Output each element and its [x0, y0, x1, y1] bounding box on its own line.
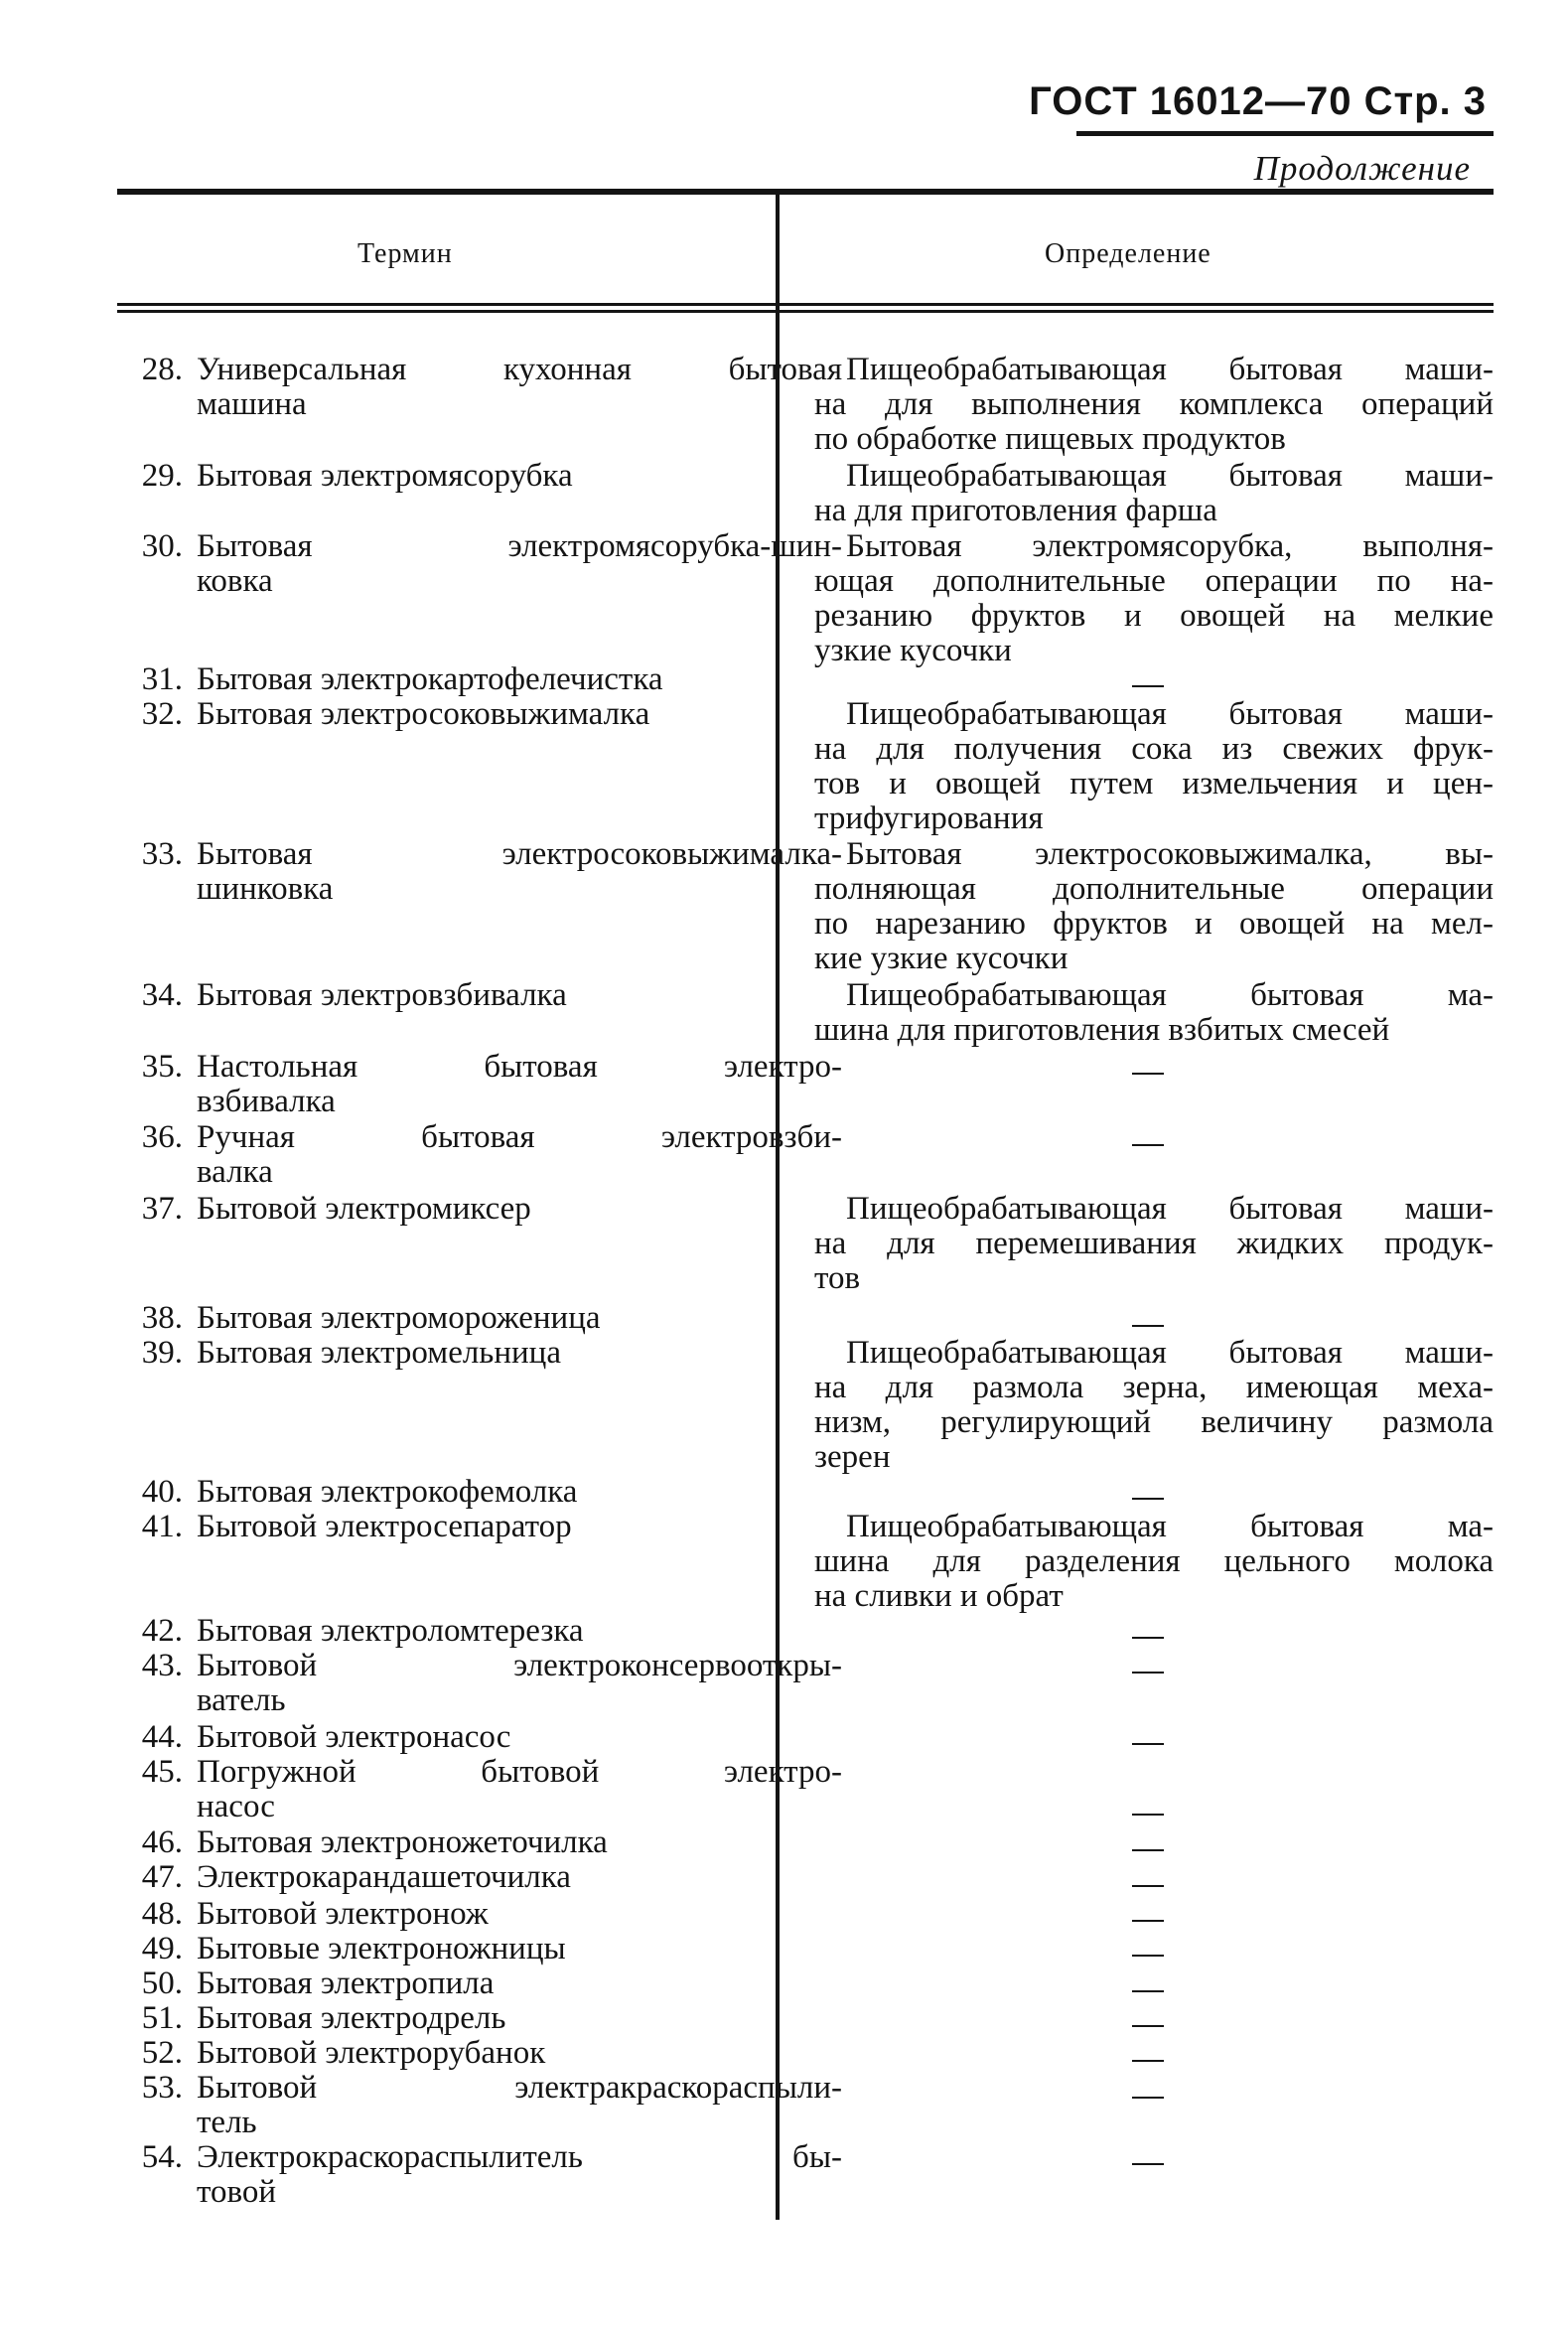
term-number: 43.	[141, 1648, 183, 1683]
definition-entry	[814, 978, 1494, 1048]
term-number: 52.	[141, 2035, 183, 2071]
term-entry	[117, 1825, 792, 1860]
term-number: 51.	[141, 2000, 183, 2036]
term-entry	[117, 528, 842, 599]
term-entry	[117, 1119, 842, 1190]
definition-text-line: зерен	[814, 1439, 891, 1475]
definition-text-line: полняющая дополнительные операции	[814, 871, 1494, 907]
term-text-line: Бытовой электракраскораспыли-	[197, 2070, 842, 2106]
table-top-rule	[117, 189, 1494, 195]
definition-dash	[1132, 1849, 1164, 1851]
term-number: 28.	[141, 352, 183, 387]
term-number: 32.	[141, 696, 183, 732]
term-number: 34.	[141, 977, 183, 1013]
term-text-line: Бытовой электронож	[197, 1896, 489, 1932]
definition-text-line: тов	[814, 1260, 861, 1296]
term-number: 50.	[141, 1966, 183, 2001]
definition-text-line: шина для приготовления взбитых смесей	[814, 1012, 1390, 1048]
term-entry	[117, 836, 842, 907]
definition-dash	[1132, 2097, 1164, 2099]
definition-dash	[1132, 1814, 1164, 1816]
continuation-label: Продолжение	[1253, 149, 1471, 188]
term-number: 38.	[141, 1300, 183, 1336]
term-entry	[117, 1336, 792, 1371]
term-entry	[117, 2139, 842, 2210]
definition-dash	[1132, 2025, 1164, 2027]
definition-text-line: трифугирования	[814, 801, 1044, 836]
term-entry	[117, 1614, 792, 1649]
term-entry	[117, 697, 792, 732]
definition-entry	[814, 1510, 1494, 1614]
term-text-line: Бытовая электромороженица	[197, 1300, 601, 1336]
definition-dash	[1132, 1144, 1164, 1146]
definition-text-line: Пищеобрабатывающая бытовая маши-	[846, 1335, 1494, 1371]
term-number: 35.	[141, 1049, 183, 1085]
term-text-line: Бытовой электронасос	[197, 1719, 511, 1755]
term-number: 40.	[141, 1474, 183, 1510]
term-text-line: Бытовая электромясорубка	[197, 458, 573, 494]
term-entry	[117, 1049, 842, 1119]
term-text-line: Бытовой электроконсервооткры-	[197, 1648, 842, 1683]
term-text-line: ватель	[197, 1682, 286, 1718]
definition-text-line: по нарезанию фруктов и овощей на мел-	[814, 906, 1494, 942]
column-header-definition: Определение	[1045, 238, 1212, 269]
term-number: 37.	[141, 1191, 183, 1227]
term-text-line: Бытовая электросоковыжималка-	[197, 836, 842, 872]
term-number: 39.	[141, 1335, 183, 1371]
term-number: 49.	[141, 1931, 183, 1966]
definition-dash	[1132, 2060, 1164, 2062]
term-text-line: товой	[197, 2174, 277, 2210]
definition-entry	[814, 837, 1494, 976]
definition-text-line: на для получения сока из свежих фрук-	[814, 731, 1494, 767]
definition-text-line: низм, регулирующий величину размола	[814, 1404, 1494, 1440]
term-entry	[117, 459, 792, 494]
term-entry	[117, 1932, 792, 1966]
definition-text-line: на сливки и обрат	[814, 1578, 1064, 1614]
definition-dash	[1132, 1955, 1164, 1957]
term-entry	[117, 1897, 792, 1932]
definition-text-line: на для выполнения комплекса операций	[814, 386, 1494, 422]
term-entry	[117, 1301, 792, 1336]
term-entry	[117, 1860, 792, 1895]
term-text-line: машина	[197, 386, 307, 422]
term-entry	[117, 352, 842, 422]
term-text-line: тель	[197, 2105, 257, 2140]
term-entry	[117, 1475, 792, 1510]
definition-text-line: Пищеобрабатывающая бытовая маши-	[846, 1191, 1494, 1227]
definition-dash	[1132, 1325, 1164, 1327]
term-number: 33.	[141, 836, 183, 872]
definition-entry	[814, 1192, 1494, 1296]
term-text-line: валка	[197, 1154, 273, 1190]
term-text-line: Бытовой электромиксер	[197, 1191, 531, 1227]
definition-text-line: на для перемешивания жидких продук-	[814, 1226, 1494, 1261]
definition-entry	[814, 1336, 1494, 1475]
definition-dash	[1132, 1073, 1164, 1075]
term-entry	[117, 1720, 792, 1755]
term-number: 29.	[141, 458, 183, 494]
term-text-line: Бытовая электропила	[197, 1966, 495, 2001]
term-number: 45.	[141, 1754, 183, 1790]
definition-text-line: по обработке пищевых продуктов	[814, 421, 1286, 457]
term-entry	[117, 1754, 842, 1824]
term-entry	[117, 1966, 792, 2001]
term-text-line: Бытовая электромясорубка-шин-	[197, 528, 842, 564]
term-entry	[117, 2036, 792, 2071]
term-text-line: Электрокарандашеточилка	[197, 1859, 571, 1895]
definition-dash	[1132, 1990, 1164, 1992]
term-text-line: Электрокраскораспылитель бы-	[197, 2139, 842, 2175]
term-text-line: Бытовой электросепаратор	[197, 1509, 572, 1544]
term-text-line: шинковка	[197, 871, 334, 907]
term-entry	[117, 978, 792, 1013]
definition-dash	[1132, 1672, 1164, 1674]
term-entry	[117, 662, 792, 697]
definition-entry	[814, 529, 1494, 668]
definition-text-line: на для размола зерна, имеющая меха-	[814, 1370, 1494, 1405]
table-header-rule-2	[117, 310, 1494, 313]
term-text-line: Бытовая электроножеточилка	[197, 1824, 608, 1860]
definition-dash	[1132, 1637, 1164, 1639]
term-number: 53.	[141, 2070, 183, 2106]
term-text-line: Бытовая электромельница	[197, 1335, 561, 1371]
term-number: 30.	[141, 528, 183, 564]
definition-text-line: тов и овощей путем измельчения и цен-	[814, 766, 1494, 801]
definition-entry	[814, 697, 1494, 836]
term-number: 48.	[141, 1896, 183, 1932]
definition-text-line: Пищеобрабатывающая бытовая ма-	[846, 977, 1494, 1013]
term-text-line: Настольная бытовая электро-	[197, 1049, 842, 1085]
header-underline	[1076, 131, 1494, 136]
definition-dash	[1132, 685, 1164, 687]
term-number: 44.	[141, 1719, 183, 1755]
term-entry	[117, 1192, 792, 1227]
term-text-line: Погружной бытовой электро-	[197, 1754, 842, 1790]
term-text-line: Бытовой электрорубанок	[197, 2035, 546, 2071]
definition-text-line: Бытовая электромясорубка, выполня-	[846, 528, 1494, 564]
definition-text-line: резанию фруктов и овощей на мелкие	[814, 598, 1494, 634]
term-text-line: Универсальная кухонная бытовая	[197, 352, 842, 387]
table-header-rule-1	[117, 303, 1494, 306]
definition-text-line: узкие кусочки	[814, 633, 1012, 668]
term-number: 36.	[141, 1119, 183, 1155]
definition-dash	[1132, 1920, 1164, 1922]
definition-dash	[1132, 1498, 1164, 1500]
definition-text-line: шина для разделения цельного молока	[814, 1543, 1494, 1579]
definition-text-line: Пищеобрабатывающая бытовая маши-	[846, 352, 1494, 387]
definition-dash	[1132, 2163, 1164, 2165]
term-number: 47.	[141, 1859, 183, 1895]
definition-entry	[814, 459, 1494, 528]
term-text-line: Бытовая электродрель	[197, 2000, 506, 2036]
term-text-line: Бытовая электросоковыжималка	[197, 696, 650, 732]
term-text-line: ковка	[197, 563, 273, 599]
term-number: 54.	[141, 2139, 183, 2175]
definition-text-line: кие узкие кусочки	[814, 941, 1069, 976]
term-number: 46.	[141, 1824, 183, 1860]
term-entry	[117, 2001, 792, 2036]
term-entry	[117, 2070, 842, 2140]
term-text-line: Бытовые электроножницы	[197, 1931, 566, 1966]
document-reference: ГОСТ 16012—70 Стр. 3	[1029, 79, 1487, 123]
term-text-line: Ручная бытовая электровзби-	[197, 1119, 842, 1155]
definition-text-line: ющая дополнительные операции по на-	[814, 563, 1494, 599]
term-entry	[117, 1648, 842, 1718]
term-entry	[117, 1510, 792, 1544]
definition-text-line: на для приготовления фарша	[814, 493, 1217, 528]
term-text-line: насос	[197, 1789, 275, 1824]
column-header-term: Термин	[357, 238, 453, 269]
definition-text-line: Пищеобрабатывающая бытовая маши-	[846, 458, 1494, 494]
term-text-line: Бытовая электрокофемолка	[197, 1474, 578, 1510]
term-text-line: взбивалка	[197, 1084, 336, 1119]
definition-dash	[1132, 1885, 1164, 1887]
term-number: 41.	[141, 1509, 183, 1544]
term-number: 31.	[141, 661, 183, 697]
definition-text-line: Пищеобрабатывающая бытовая ма-	[846, 1509, 1494, 1544]
definition-dash	[1132, 1743, 1164, 1745]
definition-text-line: Бытовая электросоковыжималка, вы-	[846, 836, 1494, 872]
term-text-line: Бытовая электровзбивалка	[197, 977, 567, 1013]
term-number: 42.	[141, 1613, 183, 1649]
term-text-line: Бытовая электрокартофелечистка	[197, 661, 663, 697]
definition-text-line: Пищеобрабатывающая бытовая маши-	[846, 696, 1494, 732]
definition-entry	[814, 353, 1494, 457]
term-text-line: Бытовая электроломтерезка	[197, 1613, 584, 1649]
